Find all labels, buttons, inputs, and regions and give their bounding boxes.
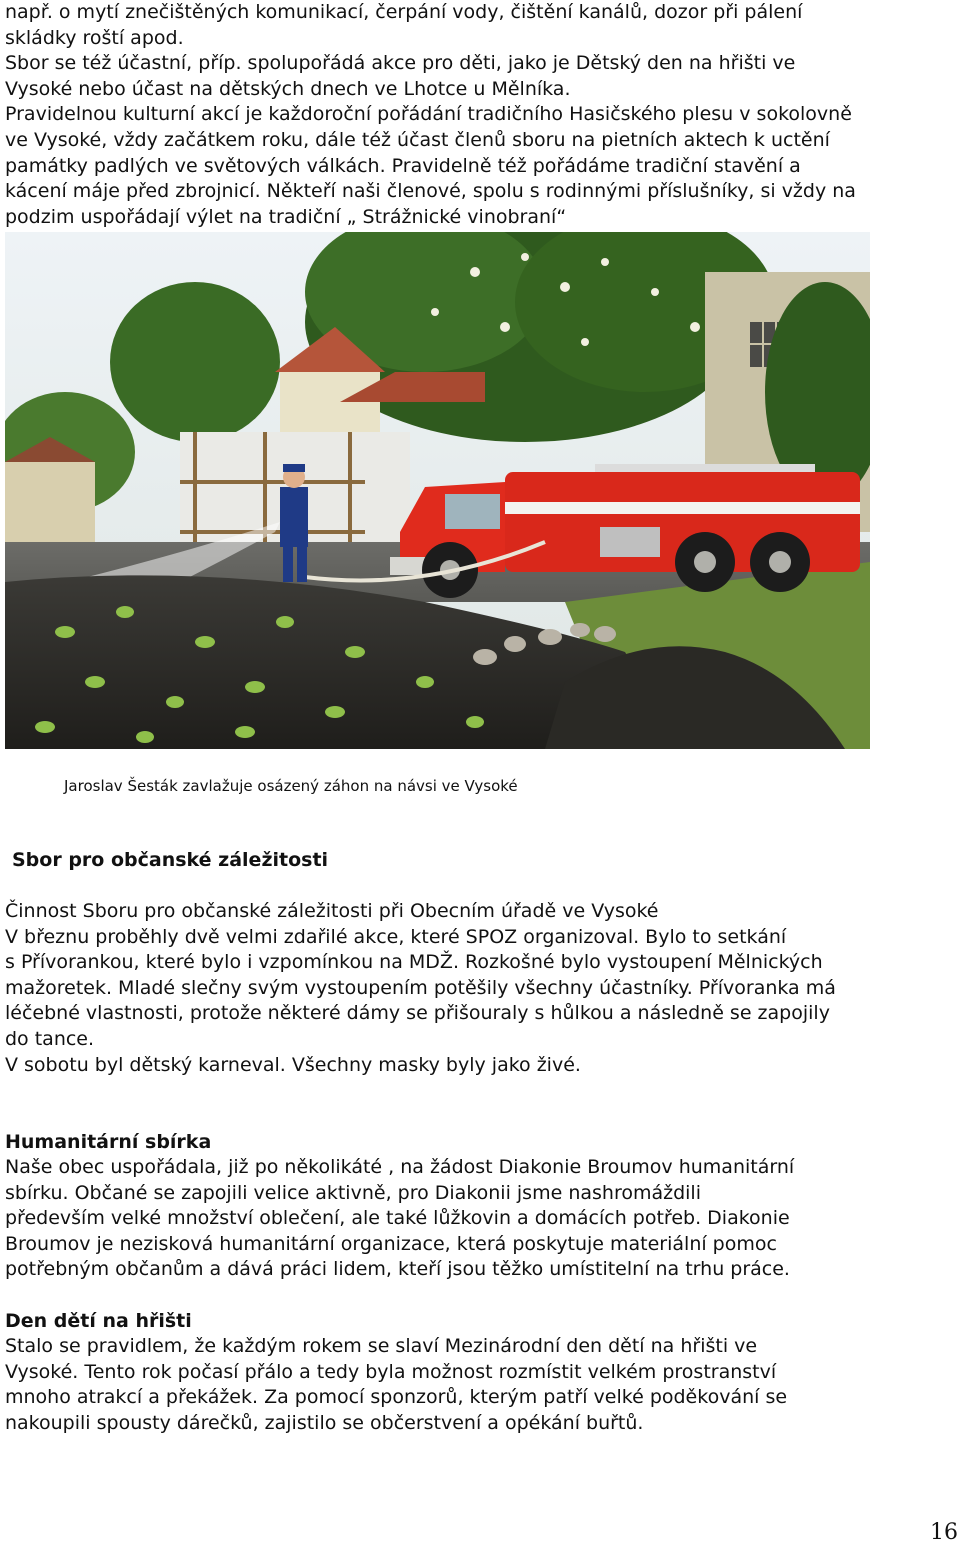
text-line: sbírku. Občané se zapojili velice aktivně, pro Diakonii jsme nashromáždili bbox=[5, 1181, 701, 1204]
text-line: Pravidelnou kulturní akcí je každoroční pořádání tradičního Hasičského plesu v sokolovně bbox=[5, 103, 852, 126]
text-line: podzim uspořádají výlet na tradiční „ Strážnické vinobraní“ bbox=[5, 205, 567, 228]
text-line: V sobotu byl dětský karneval. Všechny masky byly jako živé. bbox=[5, 1053, 581, 1076]
section-heading-humanitarian: Humanitární sbírka bbox=[5, 1131, 212, 1153]
text-line: kácení máje před zbrojnicí. Někteří naši členové, spolu s rodinnými příslušníky, si vždy na bbox=[5, 180, 856, 203]
text-line: potřebným občanům a dává práci lidem, kteří jsou těžko umístitelní na trhu práce. bbox=[5, 1258, 790, 1281]
text-line: Broumov je nezisková humanitární organizace, která poskytuje materiální pomoc bbox=[5, 1232, 777, 1255]
text-line: např. o mytí znečištěných komunikací, čerpání vody, čištění kanálů, dozor při pálení bbox=[5, 1, 803, 23]
text-line: památky padlých ve světových válkách. Pravidelně též pořádáme tradiční stavění a bbox=[5, 154, 801, 177]
text-line: mnoho atrakcí a překážek. Za pomocí sponzorů, kterým patří velké poděkování se bbox=[5, 1386, 788, 1409]
spoz-paragraph bbox=[5, 899, 960, 1078]
intro-paragraph bbox=[5, 0, 960, 230]
text-line: V březnu proběhly dvě velmi zdařilé akce, které SPOZ organizoval. Bylo to setkání bbox=[5, 925, 787, 948]
text-line: skládky roští apod. bbox=[5, 26, 184, 49]
text-line: nakoupili spousty dárečků, zajistilo se občerstvení a opékání buřtů. bbox=[5, 1411, 644, 1434]
text-line: Činnost Sboru pro občanské záležitosti při Obecním úřadě ve Vysoké bbox=[5, 900, 659, 922]
text-line: Vysoké nebo účast na dětských dnech ve Lhotce u Mělníka. bbox=[5, 77, 571, 100]
text-line: s Přívorankou, které bylo i vzpomínkou na MDŽ. Rozkošné bylo vystoupení Mělnických bbox=[5, 951, 823, 974]
humanitarian-paragraph bbox=[5, 1155, 960, 1283]
text-line: ve Vysoké, vždy začátkem roku, dále též účast členů sboru na pietních aktech k uctění bbox=[5, 128, 830, 151]
fire-truck-photo bbox=[5, 232, 870, 749]
text-line: především velké množství oblečení, ale také lůžkovin a domácích potřeb. Diakonie bbox=[5, 1207, 790, 1230]
text-line: Naše obec uspořádala, již po několikáté , na žádost Diakonie Broumov humanitární bbox=[5, 1156, 795, 1178]
text-line: mažoretek. Mladé slečny svým vystoupením potěšily všechny účastníky. Přívoranka má bbox=[5, 976, 836, 999]
text-line: Stalo se pravidlem, že každým rokem se slaví Mezinárodní den dětí na hřišti ve bbox=[5, 1335, 758, 1357]
childrens-day-paragraph bbox=[5, 1334, 960, 1436]
page-number: 16 bbox=[930, 1520, 958, 1545]
photo-caption: Jaroslav Šesták zavlažuje osázený záhon na návsi ve Vysoké bbox=[64, 777, 518, 795]
section-heading-spoz: Sbor pro občanské záležitosti bbox=[12, 849, 329, 871]
text-line: Vysoké. Tento rok počasí přálo a tedy byla možnost rozmístit velkém prostranství bbox=[5, 1360, 777, 1383]
text-line: Sbor se též účastní, příp. spolupořádá akce pro děti, jako je Dětský den na hřišti ve bbox=[5, 52, 796, 75]
section-heading-childrens-day: Den dětí na hřišti bbox=[5, 1310, 192, 1332]
text-line: léčebné vlastnosti, protože některé dámy se přišouraly s hůlkou a následně se zapojily bbox=[5, 1002, 830, 1025]
text-line: do tance. bbox=[5, 1027, 95, 1050]
